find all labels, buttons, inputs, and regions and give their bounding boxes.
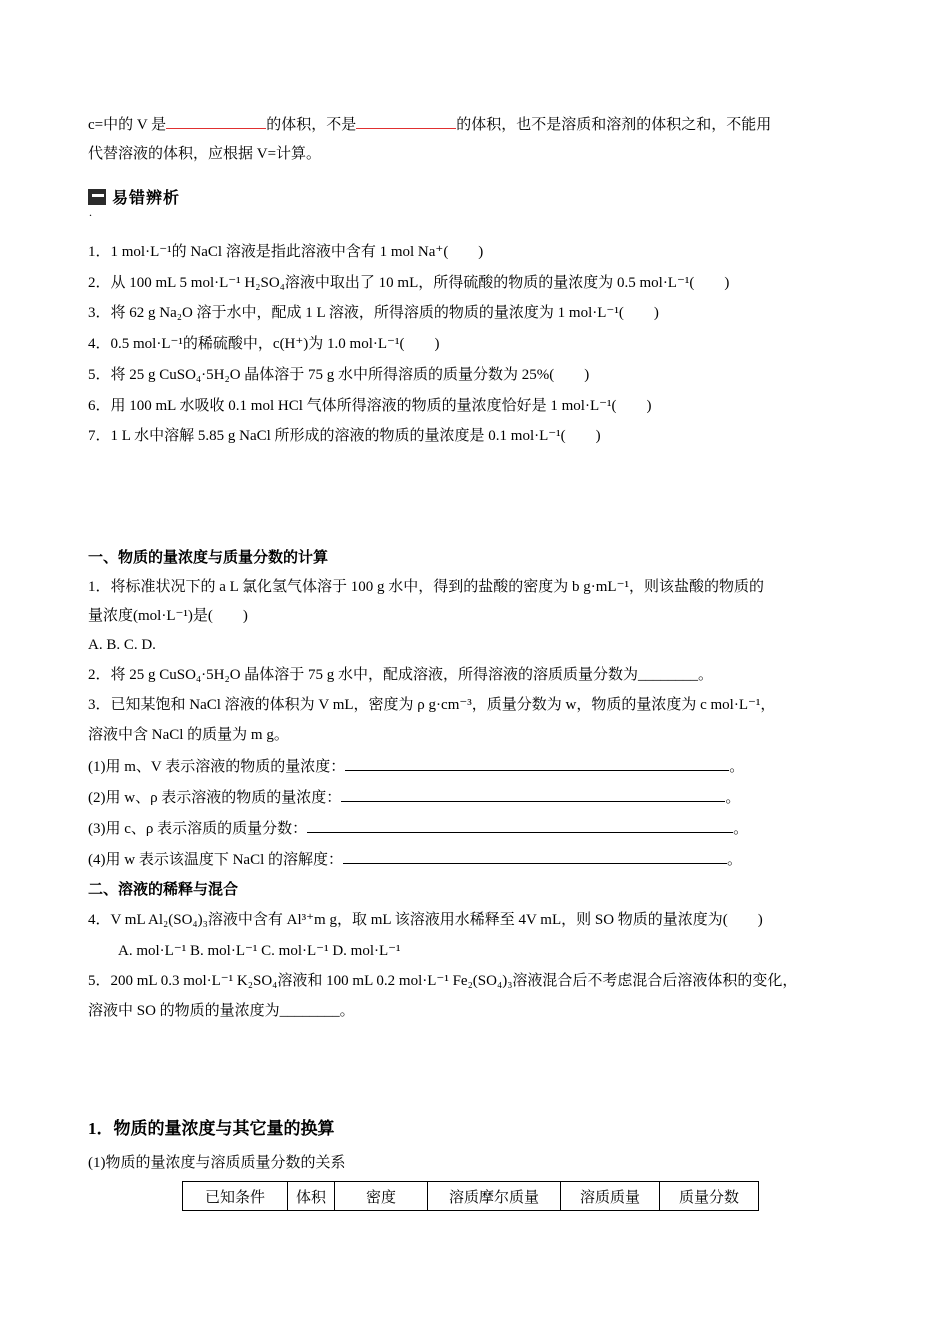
q3-sub-3 [88,818,748,840]
q3-sub-4 [88,849,742,871]
yicuo-item-1: 1．1 mol·L⁻¹的 NaCl 溶液是指此溶液中含有 1 mol Na⁺( ) [88,244,484,260]
part3-title: 1．物质的量浓度与其它量的换算 [88,1119,335,1138]
q2-line: 2．将 25 g CuSO₄·5H₂O 晶体溶于 75 g 水中，配成溶液，所得溶液的溶质质量分数为________。 [88,667,714,683]
q5-line-1: 5．200 mL 0.3 mol·L⁻¹ K₂SO₄溶液和 100 mL 0.2 mol·L⁻¹ Fe₂(SO₄)₃溶液混合后不考虑混合后溶液体积的变化， [88,973,798,989]
period: 。 [729,759,745,775]
yicuo-heading [88,185,180,208]
period: 。 [727,852,743,868]
q1-options: A. B. C. D. [88,637,156,653]
table-header-row [183,1182,759,1211]
yicuo-item-4: 4．0.5 mol·L⁻¹的稀硫酸中，c(H⁺)为 1.0 mol·L⁻¹( ) [88,336,440,352]
q3-sub-1-label: (1)用 m、V 表示溶液的物质的量浓度： [88,759,346,775]
answer-blank-2[interactable] [356,114,456,129]
yicuo-item-7: 7．1 L 水中溶解 5.85 g NaCl 所形成的溶液的物质的量浓度是 0.1 mol·L⁻¹( ) [88,428,601,444]
q3-sub-1 [88,756,744,778]
q3-answer-4[interactable] [343,849,727,864]
q3-sub-3-label: (3)用 c、ρ 表示溶质的质量分数： [88,821,308,837]
q3-answer-3[interactable] [307,818,733,833]
dot-mark: . [89,205,92,219]
yicuo-item-3: 3．将 62 g Na₂O 溶于水中，配成 1 L 溶液，所得溶质的物质的量浓度为 1 mol·L⁻¹( ) [88,305,659,321]
intro-text-c: 的体积，也不是溶质和溶剂的体积之和，不能用 [456,117,772,133]
part1-title: 一、物质的量浓度与质量分数的计算 [88,550,329,566]
yicuo-item-5: 5．将 25 g CuSO₄·5H₂O 晶体溶于 75 g 水中所得溶质的质量分数为 25%( ) [88,367,590,383]
table-header-cell: 溶质质量 [561,1182,660,1211]
q3-sub-2-label: (2)用 w、ρ 表示溶液的物质的量浓度： [88,790,342,806]
yicuo-item-2: 2．从 100 mL 5 mol·L⁻¹ H₂SO₄溶液中取出了 10 mL，所得硫酸的物质的量浓度为 0.5 mol·L⁻¹( ) [88,275,730,291]
section-marker-icon [88,189,106,205]
yicuo-title: 易错辨析 [112,188,181,207]
intro-line-2: 代替溶液的体积，应根据 V=计算。 [88,146,322,162]
period: 。 [733,821,749,837]
period: 。 [725,790,741,806]
part2-title: 二、溶液的稀释与混合 [88,882,239,898]
conversion-table [182,1181,759,1211]
q5-line-2: 溶液中 SO 的物质的量浓度为________。 [88,1003,355,1019]
q1-line-2: 量浓度(mol·L⁻¹)是( ) [88,608,248,624]
q3-answer-2[interactable] [341,787,725,802]
part3-subtitle: (1)物质的量浓度与溶质质量分数的关系 [88,1155,346,1171]
intro-text-a: c=中的 V 是 [88,117,167,133]
intro-line-1 [88,114,771,136]
table-header-cell: 体积 [288,1182,335,1211]
answer-blank-1[interactable] [166,114,266,129]
q3-line-1: 3．已知某饱和 NaCl 溶液的体积为 V mL，密度为 ρ g·cm⁻³，质量分数为 w，物质的量浓度为 c mol·L⁻¹， [88,697,776,713]
table-header-cell: 溶质摩尔质量 [428,1182,561,1211]
q1-line-1: 1．将标准状况下的 a L 氯化氢气体溶于 100 g 水中，得到的盐酸的密度为 b g·mL⁻¹，则该盐酸的物质的 [88,579,765,595]
intro-text-b: 的体积，不是 [266,117,357,133]
q3-answer-1[interactable] [345,756,729,771]
q4-line: 4．V mL Al₂(SO₄)₃溶液中含有 Al³⁺m g，取 mL 该溶液用水稀释至 4V mL，则 SO 物质的量浓度为( ) [88,912,763,928]
yicuo-item-6: 6．用 100 mL 水吸收 0.1 mol HCl 气体所得溶液的物质的量浓度恰好是 1 mol·L⁻¹( ) [88,398,652,414]
q3-line-2: 溶液中含 NaCl 的质量为 m g。 [88,727,289,743]
q4-options: A. mol·L⁻¹ B. mol·L⁻¹ C. mol·L⁻¹ D. mol·L⁻¹ [118,943,401,959]
table-header-cell: 质量分数 [660,1182,759,1211]
table-header-cell: 已知条件 [183,1182,288,1211]
q3-sub-4-label: (4)用 w 表示该温度下 NaCl 的溶解度： [88,852,343,868]
table-header-cell: 密度 [335,1182,428,1211]
q3-sub-2 [88,787,740,809]
